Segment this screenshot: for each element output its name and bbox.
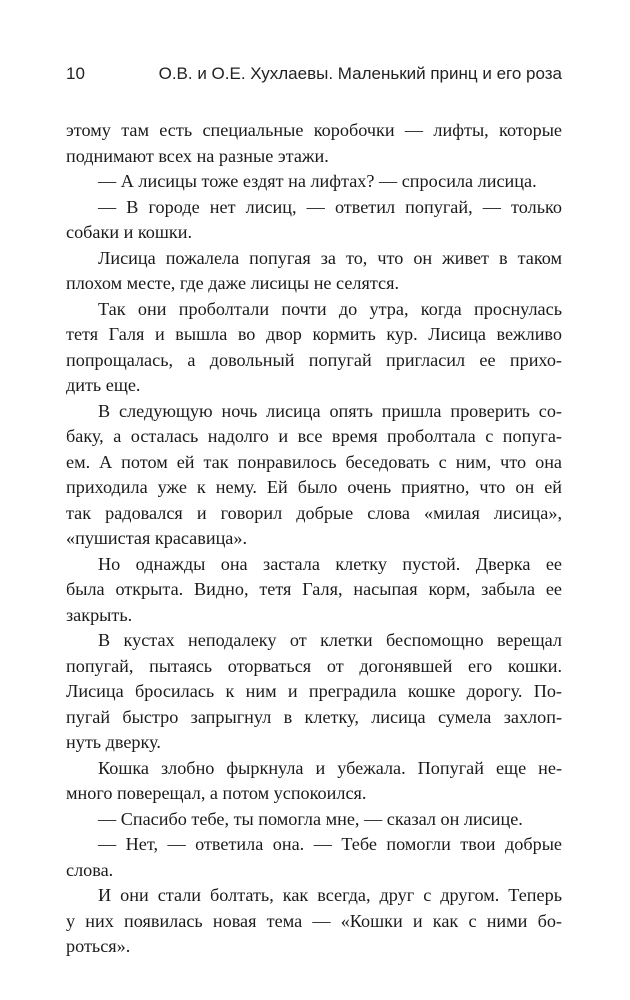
page-number: 10 bbox=[66, 64, 85, 83]
paragraph bbox=[66, 169, 562, 195]
paragraph bbox=[66, 297, 562, 399]
text-line: В следующую ночь лисица опять пришла проверить со- bbox=[98, 400, 562, 421]
text-line: И они стали болтать, как всегда, друг с другом. Теперь bbox=[98, 885, 562, 905]
text-line: много поверещал, а потом успокоился. bbox=[66, 783, 367, 803]
paragraph bbox=[66, 883, 562, 960]
paragraph bbox=[66, 807, 562, 833]
paragraph bbox=[66, 195, 562, 246]
text-line: Лисица бросилась к ним и преградила кошке дорогу. По- bbox=[66, 681, 562, 701]
running-header-title: О.В. и О.Е. Хухлаевы. Маленький принц и его роза bbox=[158, 64, 562, 83]
text-line: роться». bbox=[66, 936, 131, 956]
text-line: В кустах неподалеку от клетки беспомощно верещал bbox=[98, 630, 562, 650]
text-line: у них появилась новая тема — «Кошки и как с ними бо- bbox=[66, 910, 562, 931]
text-line: плохом месте, где даже лисицы не селятся. bbox=[66, 273, 400, 293]
text-line: Но однажды она застала клетку пустой. Дверка ее bbox=[98, 553, 562, 574]
text-line: — Нет, — ответила она. — Тебе помогли твои добрые bbox=[98, 834, 562, 854]
text-line: закрыть. bbox=[66, 604, 133, 625]
paragraph bbox=[66, 832, 562, 883]
running-header bbox=[66, 62, 562, 86]
text-line: слова. bbox=[66, 859, 114, 880]
text-line: пугай быстро запрыгнул в клетку, лисица сумела захлоп- bbox=[66, 706, 562, 727]
body-text bbox=[66, 118, 562, 960]
text-line: так радовался и говорил добрые слова «милая лисица», bbox=[66, 502, 562, 523]
text-line: «пушистая красавица». bbox=[66, 528, 248, 548]
text-line: баку, а осталась надолго и все время проболтала с попуга- bbox=[66, 426, 562, 446]
text-line: поднимают всех на разные этажи. bbox=[66, 145, 329, 166]
text-line: Лисица пожалела попугая за то, что он живет в таком bbox=[98, 247, 562, 268]
paragraph bbox=[66, 246, 562, 297]
text-line: приходила уже к нему. Ей было очень приятно, что он ей bbox=[66, 477, 562, 497]
text-line: — А лисицы тоже ездят на лифтах? — спросила лисица. bbox=[98, 171, 537, 191]
paragraph bbox=[66, 552, 562, 629]
text-line: — В городе нет лисиц, — ответил попугай, — только bbox=[98, 196, 562, 217]
text-line: попугай, пытаясь оторваться от догонявшей его кошки. bbox=[66, 655, 562, 676]
text-line: этому там есть специальные коробочки — лифты, которые bbox=[66, 120, 562, 140]
paragraph bbox=[66, 756, 562, 807]
text-line: нуть дверку. bbox=[66, 732, 161, 752]
text-line: собаки и кошки. bbox=[66, 222, 193, 242]
text-line: Так они проболтали почти до утра, когда проснулась bbox=[98, 298, 562, 319]
text-line: дить еще. bbox=[66, 375, 141, 395]
text-line: — Спасибо тебе, ты помогла мне, — сказал он лисице. bbox=[98, 808, 523, 829]
text-line: тетя Галя и вышла во двор кормить кур. Лисица вежливо bbox=[66, 324, 562, 344]
paragraph bbox=[66, 118, 562, 169]
text-line: ем. А потом ей так понравилось беседовать с ним, что она bbox=[66, 451, 562, 472]
text-line: была открыта. Видно, тетя Галя, насыпая корм, забыла ее bbox=[66, 579, 562, 599]
paragraph bbox=[66, 399, 562, 552]
text-line: попрощалась, а довольный попугай пригласил ее прихо- bbox=[66, 349, 562, 370]
text-line: Кошка злобно фыркнула и убежала. Попугай еще не- bbox=[98, 757, 562, 778]
paragraph bbox=[66, 628, 562, 756]
